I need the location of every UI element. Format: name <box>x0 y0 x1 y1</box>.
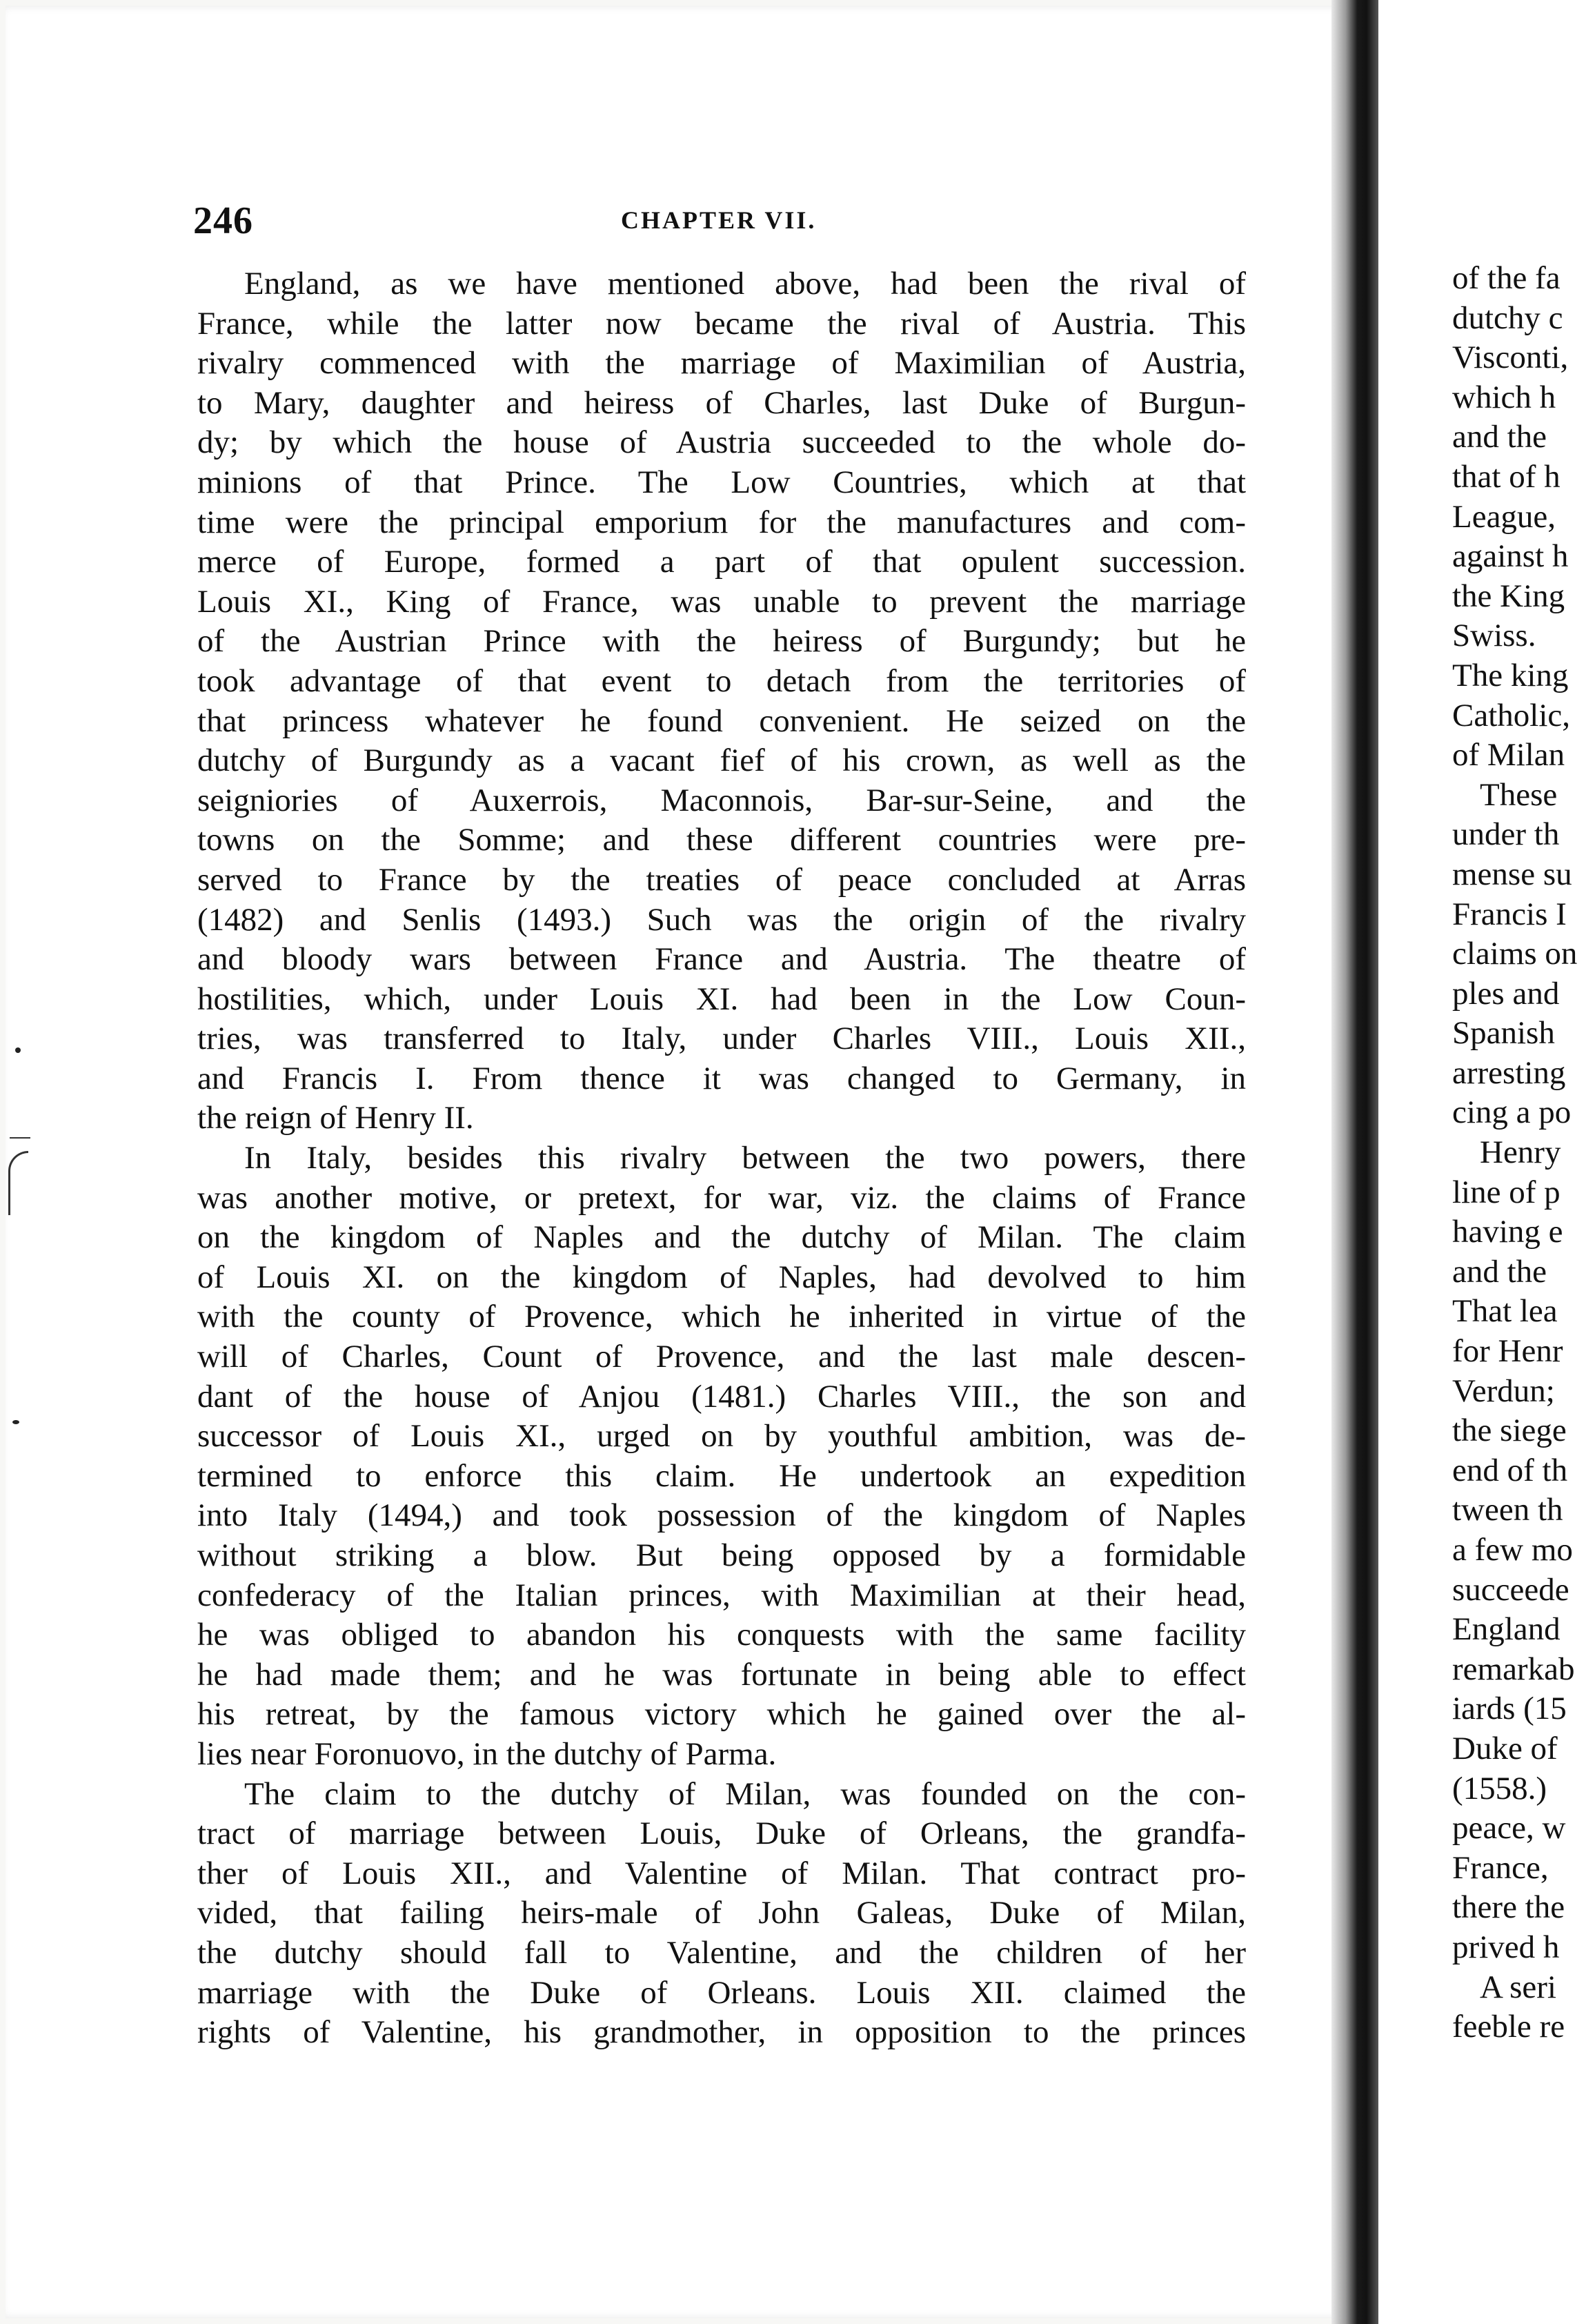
facing-text-line: line of p <box>1452 1174 1561 1210</box>
scan-speck <box>15 1047 21 1053</box>
facing-text-line: peace, w <box>1452 1810 1566 1847</box>
facing-text-line: of Milan <box>1452 737 1565 774</box>
facing-text-line: These <box>1480 776 1558 813</box>
text-line: successor of Louis XI., urged on by youthful ambition, was de- <box>197 1418 1246 1455</box>
facing-text-line: tween th <box>1452 1492 1563 1528</box>
facing-text-line: a few mo <box>1452 1532 1573 1568</box>
text-line: into Italy (1494,) and took possession of the kingdom of Naples <box>197 1497 1246 1534</box>
facing-text-line: prived h <box>1452 1929 1560 1965</box>
running-head: CHAPTER VII. <box>621 206 817 234</box>
page-number: 246 <box>193 199 253 242</box>
text-line: the dutchy should fall to Valentine, and the children of her <box>197 1934 1246 1971</box>
scan-speck <box>12 1420 19 1424</box>
facing-text-line: Francis I <box>1452 896 1567 932</box>
body-text <box>197 264 1246 2053</box>
text-line: his retreat, by the famous victory which he gained over the al- <box>197 1696 1246 1733</box>
text-line: of the Austrian Prince with the heiress of Burgundy; but he <box>197 623 1246 660</box>
facing-text-line: Verdun; <box>1452 1372 1555 1409</box>
facing-text-line: Spanish <box>1452 1015 1555 1052</box>
text-line: confederacy of the Italian princes, with Maximilian at their head, <box>197 1577 1246 1613</box>
facing-text-line: (1558.) <box>1452 1770 1547 1806</box>
facing-text-line: Henry <box>1480 1134 1561 1171</box>
text-line: was another motive, or pretext, for war, viz. the claims of France <box>197 1179 1246 1216</box>
text-line: marriage with the Duke of Orleans. Louis XII. claimed the <box>197 1974 1246 2011</box>
facing-text-line: That lea <box>1452 1293 1558 1330</box>
text-line: he was obliged to abandon his conquests with the same facility <box>197 1617 1246 1653</box>
facing-page-text <box>1452 259 1595 2047</box>
text-line: hostilities, which, under Louis XI. had been in the Low Coun- <box>197 981 1246 1017</box>
facing-text-line: Duke of <box>1452 1730 1558 1766</box>
text-line: lies near Foronuovo, in the dutchy of Parma. <box>197 1735 777 1772</box>
facing-text-line: end of th <box>1452 1452 1568 1488</box>
text-line: ther of Louis XII., and Valentine of Milan. That contract pro- <box>197 1855 1246 1891</box>
facing-text-line: having e <box>1452 1214 1563 1250</box>
text-line: France, while the latter now became the rival of Austria. This <box>197 305 1246 342</box>
text-line: without striking a blow. But being opposed by a formidable <box>197 1537 1246 1573</box>
text-line: and Francis I. From thence it was changed to Germany, in <box>197 1060 1246 1096</box>
facing-text-line: mense su <box>1452 856 1572 892</box>
facing-text-line: France, <box>1452 1849 1549 1886</box>
text-line: merce of Europe, formed a part of that opulent succession. <box>197 544 1246 580</box>
text-line: The claim to the dutchy of Milan, was founded on the con- <box>244 1775 1246 1812</box>
facing-text-line: the siege <box>1452 1412 1567 1449</box>
facing-text-line: cing a po <box>1452 1094 1572 1131</box>
facing-text-line: ples and <box>1452 975 1560 1012</box>
text-line: termined to enforce this claim. He undertook an expedition <box>197 1457 1246 1494</box>
text-line: (1482) and Senlis (1493.) Such was the origin of the rivalry <box>197 901 1246 938</box>
text-line: towns on the Somme; and these different countries were pre- <box>197 822 1246 858</box>
text-line: rights of Valentine, his grandmother, in opposition to the princes <box>197 2014 1246 2051</box>
facing-text-line: League, <box>1452 498 1556 535</box>
text-line: vided, that failing heirs-male of John Galeas, Duke of Milan, <box>197 1895 1246 1931</box>
edge-mark <box>10 1137 30 1139</box>
facing-text-line: England <box>1452 1611 1561 1648</box>
facing-text-line: The king <box>1452 657 1569 693</box>
book-gutter <box>1331 0 1378 2324</box>
text-line: dutchy of Burgundy as a vacant fief of his crown, as well as the <box>197 742 1246 779</box>
text-line: dy; by which the house of Austria succeeded to the whole do- <box>197 424 1246 461</box>
left-page <box>6 6 1358 2318</box>
facing-text-line: the King <box>1452 578 1565 614</box>
facing-text-line: remarkab <box>1452 1651 1575 1687</box>
facing-text-line: and the <box>1452 419 1547 455</box>
text-line: seigniories of Auxerrois, Maconnois, Bar-sur-Seine, and the <box>197 782 1246 818</box>
facing-text-line: of the fa <box>1452 260 1561 296</box>
facing-text-line: iards (15 <box>1452 1691 1567 1727</box>
text-line: served to France by the treaties of peace concluded at Arras <box>197 861 1246 898</box>
text-line: England, as we have mentioned above, had been the rival of <box>244 266 1246 302</box>
text-line: to Mary, daughter and heiress of Charles, last Duke of Burgun- <box>197 384 1246 421</box>
text-line: tract of marriage between Louis, Duke of Orleans, the grandfa- <box>197 1815 1246 1852</box>
facing-text-line: claims on <box>1452 936 1578 972</box>
facing-text-line: Catholic, <box>1452 697 1570 733</box>
facing-text-line: dutchy c <box>1452 299 1563 336</box>
facing-text-line: Swiss. <box>1452 618 1536 654</box>
facing-text-line: there the <box>1452 1889 1565 1926</box>
text-line: the reign of Henry II. <box>197 1100 474 1136</box>
text-line: and bloody wars between France and Austria. The theatre of <box>197 941 1246 978</box>
text-line: tries, was transferred to Italy, under Charles VIII., Louis XII., <box>197 1021 1246 1057</box>
facing-text-line: A seri <box>1480 1969 1556 2005</box>
edge-mark-curve <box>8 1151 28 1215</box>
text-line: time were the principal emporium for the manufactures and com- <box>197 504 1246 540</box>
facing-text-line: feeble re <box>1452 2009 1565 2045</box>
facing-text-line: and the <box>1452 1253 1547 1290</box>
text-line: minions of that Prince. The Low Countries, which at that <box>197 464 1246 500</box>
text-line: with the county of Provence, which he inherited in virtue of the <box>197 1299 1246 1335</box>
text-line: he had made them; and he was fortunate in being able to effect <box>197 1656 1246 1693</box>
text-line: of Louis XI. on the kingdom of Naples, had devolved to him <box>197 1259 1246 1295</box>
facing-text-line: against h <box>1452 538 1569 575</box>
facing-text-line: Visconti, <box>1452 339 1569 376</box>
facing-text-line: for Henr <box>1452 1333 1563 1370</box>
text-line: on the kingdom of Naples and the dutchy of Milan. The claim <box>197 1219 1246 1256</box>
facing-text-line: arresting <box>1452 1054 1566 1091</box>
text-line: dant of the house of Anjou (1481.) Charles VIII., the son and <box>197 1378 1246 1415</box>
text-line: In Italy, besides this rivalry between the two powers, there <box>244 1140 1246 1176</box>
facing-text-line: succeede <box>1452 1571 1569 1608</box>
page-header <box>193 199 1262 247</box>
text-line: Louis XI., King of France, was unable to prevent the marriage <box>197 583 1246 620</box>
text-line: that princess whatever he found convenient. He seized on the <box>197 702 1246 739</box>
text-line: will of Charles, Count of Provence, and the last male descen- <box>197 1339 1246 1375</box>
facing-text-line: which h <box>1452 379 1556 415</box>
facing-text-line: under th <box>1452 816 1560 853</box>
text-line: rivalry commenced with the marriage of Maximilian of Austria, <box>197 345 1246 382</box>
text-line: took advantage of that event to detach from the territories of <box>197 662 1246 699</box>
facing-text-line: that of h <box>1452 458 1561 495</box>
